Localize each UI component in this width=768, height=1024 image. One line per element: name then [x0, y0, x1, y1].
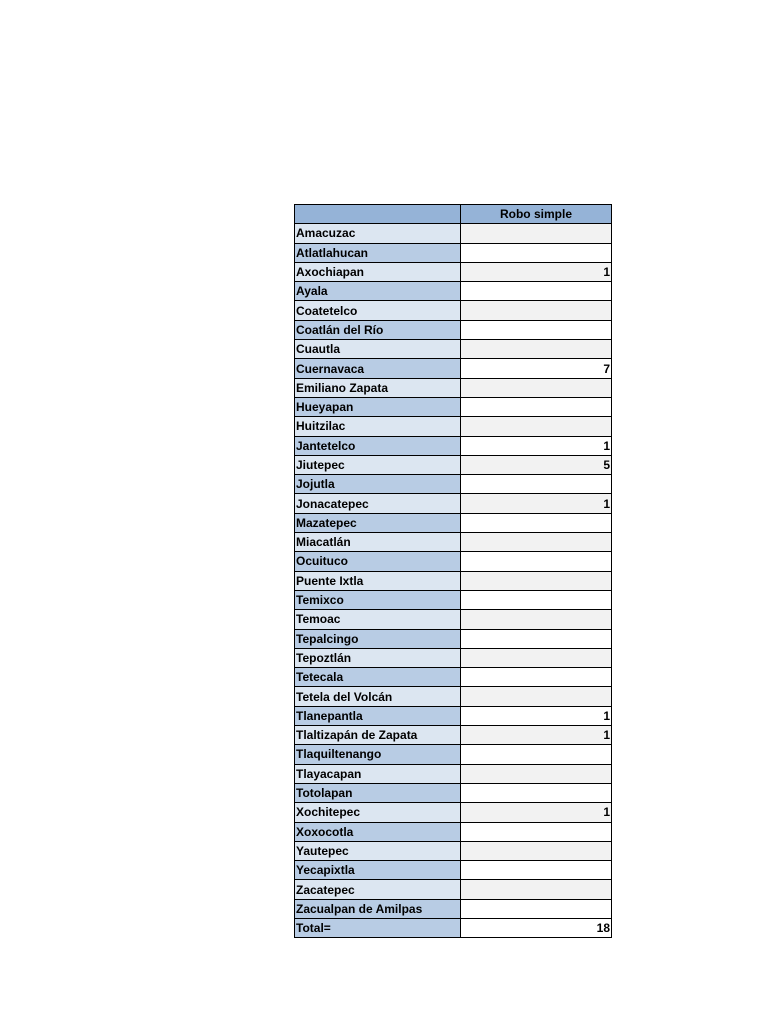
municipality-cell[interactable]: Ocuituco	[295, 552, 461, 571]
robo-simple-value-cell[interactable]	[461, 552, 612, 571]
municipality-cell[interactable]: Tepalcingo	[295, 629, 461, 648]
robo-simple-value-cell[interactable]	[461, 861, 612, 880]
municipality-cell[interactable]: Emiliano Zapata	[295, 378, 461, 397]
municipality-cell[interactable]: Tetecala	[295, 668, 461, 687]
table-row	[295, 282, 612, 301]
municipality-cell[interactable]: Puente Ixtla	[295, 571, 461, 590]
municipality-cell[interactable]: Hueyapan	[295, 397, 461, 416]
municipality-cell[interactable]: Temoac	[295, 610, 461, 629]
municipality-cell[interactable]: Xoxocotla	[295, 822, 461, 841]
municipality-cell[interactable]: Ayala	[295, 282, 461, 301]
total-row	[295, 918, 612, 937]
robo-simple-value-cell[interactable]: 5	[461, 455, 612, 474]
table-row	[295, 610, 612, 629]
municipality-cell[interactable]: Zacualpan de Amilpas	[295, 899, 461, 918]
table-row	[295, 629, 612, 648]
spreadsheet-table-container	[294, 204, 611, 938]
table-row	[295, 494, 612, 513]
robo-simple-value-cell[interactable]	[461, 397, 612, 416]
table-row	[295, 224, 612, 243]
table-row	[295, 783, 612, 802]
robo-simple-value-cell[interactable]	[461, 880, 612, 899]
table-row	[295, 764, 612, 783]
robo-simple-value-cell[interactable]	[461, 417, 612, 436]
municipality-cell[interactable]: Yautepec	[295, 841, 461, 860]
municipality-cell[interactable]: Tlaltizapán de Zapata	[295, 726, 461, 745]
table-row	[295, 513, 612, 532]
robo-simple-value-cell[interactable]	[461, 899, 612, 918]
table-row	[295, 648, 612, 667]
robo-simple-value-cell[interactable]	[461, 668, 612, 687]
robo-simple-value-cell[interactable]: 1	[461, 494, 612, 513]
table-row	[295, 243, 612, 262]
robo-simple-value-cell[interactable]	[461, 610, 612, 629]
total-value-cell[interactable]: 18	[461, 918, 612, 937]
robo-simple-value-cell[interactable]: 1	[461, 803, 612, 822]
robo-simple-value-cell[interactable]	[461, 783, 612, 802]
municipality-cell[interactable]: Jiutepec	[295, 455, 461, 474]
header-row	[295, 205, 612, 224]
table-row	[295, 397, 612, 416]
robo-simple-value-cell[interactable]	[461, 841, 612, 860]
robo-simple-value-cell[interactable]: 1	[461, 726, 612, 745]
total-label-cell[interactable]: Total=	[295, 918, 461, 937]
table-row	[295, 841, 612, 860]
table-row	[295, 861, 612, 880]
table-row	[295, 668, 612, 687]
municipality-cell[interactable]: Miacatlán	[295, 533, 461, 552]
municipality-cell[interactable]: Cuautla	[295, 340, 461, 359]
municipality-cell[interactable]: Amacuzac	[295, 224, 461, 243]
robo-simple-value-cell[interactable]	[461, 571, 612, 590]
robo-simple-value-cell[interactable]	[461, 475, 612, 494]
municipality-cell[interactable]: Jantetelco	[295, 436, 461, 455]
robo-simple-value-cell[interactable]	[461, 629, 612, 648]
robo-simple-value-cell[interactable]	[461, 340, 612, 359]
robo-simple-value-cell[interactable]	[461, 648, 612, 667]
municipality-cell[interactable]: Xochitepec	[295, 803, 461, 822]
robo-simple-value-cell[interactable]	[461, 513, 612, 532]
municipality-cell[interactable]: Tetela del Volcán	[295, 687, 461, 706]
robo-simple-value-cell[interactable]: 1	[461, 262, 612, 281]
robo-simple-value-cell[interactable]	[461, 533, 612, 552]
table-row	[295, 455, 612, 474]
robo-simple-value-cell[interactable]	[461, 745, 612, 764]
municipality-cell[interactable]: Jonacatepec	[295, 494, 461, 513]
municipality-cell[interactable]: Axochiapan	[295, 262, 461, 281]
table-row	[295, 687, 612, 706]
robo-simple-value-cell[interactable]: 7	[461, 359, 612, 378]
header-municipality-cell[interactable]	[295, 205, 461, 224]
municipality-cell[interactable]: Coatlán del Río	[295, 320, 461, 339]
table-row	[295, 706, 612, 725]
municipality-cell[interactable]: Atlatlahucan	[295, 243, 461, 262]
header-robo-simple-cell[interactable]: Robo simple	[461, 205, 612, 224]
municipality-cell[interactable]: Yecapixtla	[295, 861, 461, 880]
table-body	[295, 224, 612, 919]
table-row	[295, 359, 612, 378]
robo-simple-value-cell[interactable]	[461, 590, 612, 609]
municipality-cell[interactable]: Tlayacapan	[295, 764, 461, 783]
robo-simple-value-cell[interactable]	[461, 320, 612, 339]
municipality-cell[interactable]: Tlaquiltenango	[295, 745, 461, 764]
table-row	[295, 417, 612, 436]
municipality-cell[interactable]: Jojutla	[295, 475, 461, 494]
table-row	[295, 301, 612, 320]
table-row	[295, 436, 612, 455]
table-row	[295, 552, 612, 571]
table-row	[295, 340, 612, 359]
table-row	[295, 880, 612, 899]
municipality-cell[interactable]: Coatetelco	[295, 301, 461, 320]
robo-simple-value-cell[interactable]: 1	[461, 436, 612, 455]
robo-simple-value-cell[interactable]	[461, 822, 612, 841]
municipality-cell[interactable]: Tepoztlán	[295, 648, 461, 667]
table-row	[295, 378, 612, 397]
robo-simple-value-cell[interactable]	[461, 282, 612, 301]
table-row	[295, 899, 612, 918]
municipality-cell[interactable]: Huitzilac	[295, 417, 461, 436]
robo-simple-value-cell[interactable]	[461, 224, 612, 243]
table-row	[295, 533, 612, 552]
table-row	[295, 822, 612, 841]
municipality-cell[interactable]: Temixco	[295, 590, 461, 609]
table-row	[295, 590, 612, 609]
table-row	[295, 571, 612, 590]
table-row	[295, 320, 612, 339]
robo-simple-value-cell[interactable]: 1	[461, 706, 612, 725]
robo-simple-table	[294, 204, 612, 938]
table-row	[295, 475, 612, 494]
municipality-cell[interactable]: Tlanepantla	[295, 706, 461, 725]
municipality-cell[interactable]: Mazatepec	[295, 513, 461, 532]
robo-simple-value-cell[interactable]	[461, 764, 612, 783]
robo-simple-value-cell[interactable]	[461, 378, 612, 397]
robo-simple-value-cell[interactable]	[461, 243, 612, 262]
table-row	[295, 726, 612, 745]
municipality-cell[interactable]: Zacatepec	[295, 880, 461, 899]
table-row	[295, 745, 612, 764]
robo-simple-value-cell[interactable]	[461, 301, 612, 320]
table-row	[295, 262, 612, 281]
robo-simple-value-cell[interactable]	[461, 687, 612, 706]
municipality-cell[interactable]: Totolapan	[295, 783, 461, 802]
table-row	[295, 803, 612, 822]
municipality-cell[interactable]: Cuernavaca	[295, 359, 461, 378]
